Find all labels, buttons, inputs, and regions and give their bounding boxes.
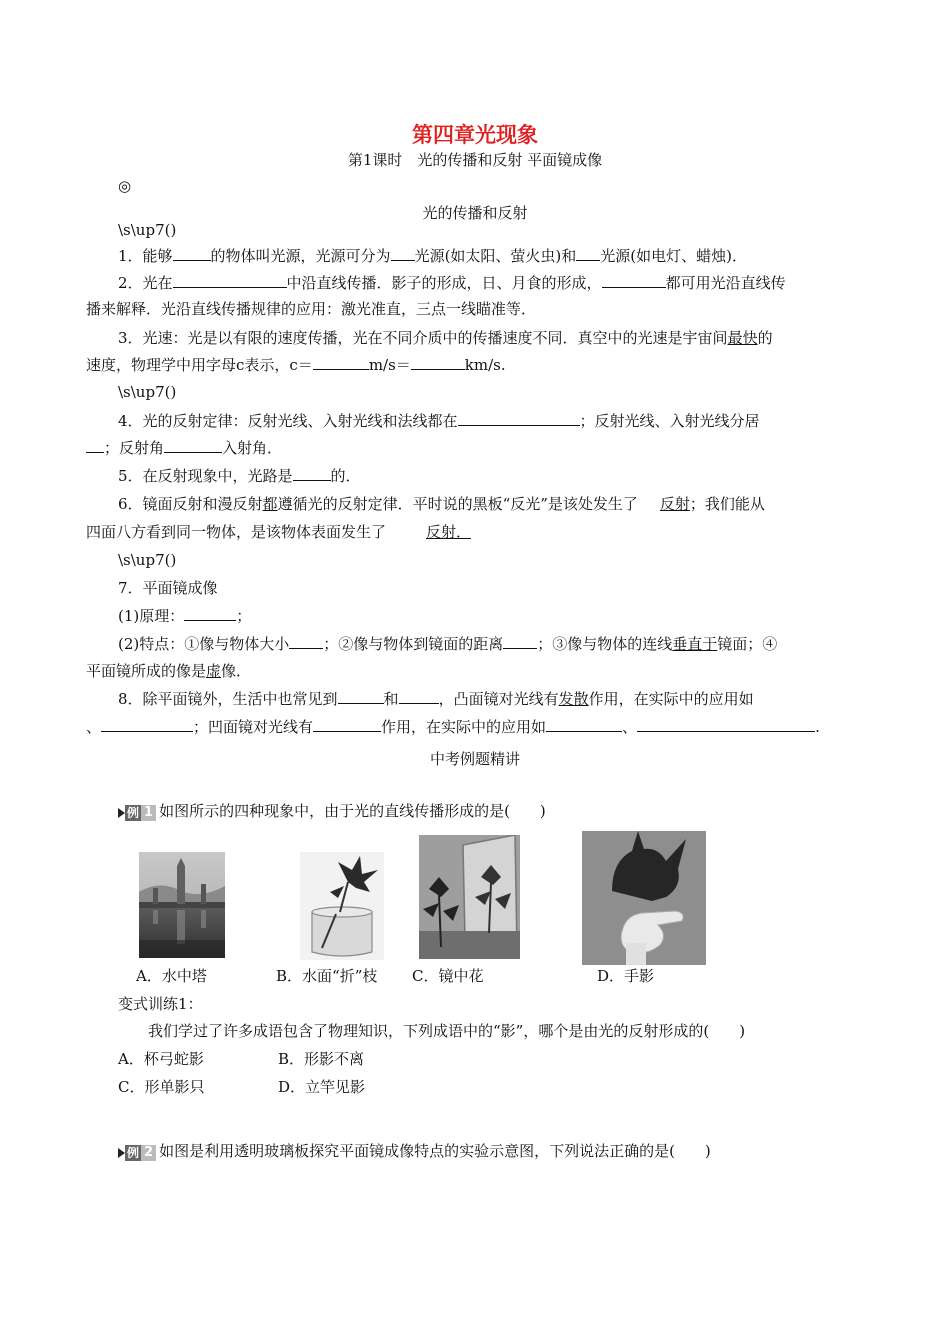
section-heading-exam: 中考例题精讲 bbox=[429, 750, 520, 768]
blank[interactable] bbox=[313, 717, 381, 732]
blank[interactable] bbox=[293, 466, 331, 481]
variant-option-d[interactable]: D．立竿见影 bbox=[278, 1078, 366, 1096]
item-6-line-1: 6．镜面反射和漫反射都遵循光的反射定律．平时说的黑板“反光”是该处发生了 反射；我们能从 bbox=[118, 495, 765, 513]
lesson-subtitle: 第1课时 光的传播和反射 平面镜成像 bbox=[347, 151, 603, 169]
triangle-icon bbox=[118, 808, 125, 818]
blank[interactable] bbox=[184, 606, 236, 621]
blank[interactable] bbox=[164, 438, 222, 453]
item-2-line-2: 播来解释．光沿直线传播规律的应用：激光准直，三点一线瞄准等． bbox=[86, 300, 537, 318]
item-7-features-line-2: 平面镜所成的像是虚像． bbox=[86, 662, 252, 680]
item-3-line-1: 3．光速：光是以有限的速度传播，光在不同介质中的传播速度不同．真空中的光速是宇宙间最快的 bbox=[118, 329, 773, 347]
item-2-line-1: 2．光在 中沿直线传播．影子的形成，日、月食的形成， 都可用光沿直线传 bbox=[118, 274, 786, 292]
blank[interactable] bbox=[637, 717, 815, 732]
item-7-features-line-1: (2)特点：①像与物体大小 ；②像与物体到镜面的距离 ；③像与物体的连线垂直于镜面；④ bbox=[118, 635, 778, 653]
option-b[interactable]: B．水面“折”枝 bbox=[276, 967, 378, 985]
item-3-line-2: 速度，物理学中用字母c表示，c＝ m/s＝ km/s. bbox=[86, 356, 506, 374]
variant-1-title: 变式训练1： bbox=[118, 995, 203, 1013]
blank[interactable] bbox=[86, 438, 104, 453]
item-1: 1．能够 的物体叫光源，光源可分为 光源(如太阳、萤火虫)和 光源(如电灯、蜡烛)． bbox=[118, 247, 747, 265]
blank[interactable] bbox=[101, 717, 193, 732]
item-5: 5．在反射现象中，光路是 的． bbox=[118, 467, 361, 485]
blank[interactable] bbox=[503, 634, 537, 649]
variant-option-c[interactable]: C．形单影只 bbox=[118, 1078, 205, 1096]
item-4-line-1: 4．光的反射定律：反射光线、入射光线和法线都在 ；反射光线、入射光线分居 bbox=[118, 412, 760, 430]
example-tag: 例 2 bbox=[118, 1142, 156, 1162]
variant-1-question: 我们学过了许多成语包含了物理知识，下列成语中的“影”，哪个是由光的反射形成的( ) bbox=[148, 1022, 746, 1040]
field-code: \s\up7() bbox=[118, 221, 177, 239]
photo-pagoda-reflection bbox=[139, 852, 225, 958]
blank[interactable] bbox=[458, 411, 580, 426]
variant-option-a[interactable]: A．杯弓蛇影 bbox=[118, 1050, 204, 1068]
blank[interactable] bbox=[546, 717, 622, 732]
bullseye-symbol: ◎ bbox=[118, 177, 132, 195]
blank[interactable] bbox=[399, 689, 439, 704]
blank[interactable] bbox=[391, 246, 415, 261]
photo-flower-mirror bbox=[419, 835, 520, 959]
blank[interactable] bbox=[338, 689, 384, 704]
example-tag: 例 1 bbox=[118, 802, 156, 822]
chapter-title: 第四章光现象 bbox=[412, 123, 538, 147]
option-d[interactable]: D．手影 bbox=[597, 967, 655, 985]
blank[interactable] bbox=[576, 246, 600, 261]
photo-hand-shadow bbox=[582, 831, 706, 965]
section-heading-propagation: 光的传播和反射 bbox=[422, 204, 528, 222]
blank[interactable] bbox=[173, 246, 211, 261]
blank[interactable] bbox=[289, 634, 323, 649]
blank[interactable] bbox=[313, 355, 369, 370]
photo-branch-in-water bbox=[300, 852, 384, 960]
item-8-line-1: 8．除平面镜外，生活中也常见到 和 ，凸面镜对光线有发散作用，在实际中的应用如 bbox=[118, 690, 754, 708]
item-7-principle: (1)原理： ； bbox=[118, 607, 252, 625]
option-c[interactable]: C．镜中花 bbox=[412, 967, 484, 985]
item-4-line-2: ；反射角 入射角． bbox=[86, 438, 282, 458]
field-code: \s\up7() bbox=[118, 383, 177, 401]
triangle-icon bbox=[118, 1148, 125, 1158]
item-7-title: 7．平面镜成像 bbox=[118, 579, 218, 597]
item-8-line-2: 、 ；凹面镜对光线有 作用，在实际中的应用如 、 . bbox=[86, 718, 820, 736]
item-6-line-2: 四面八方看到同一物体，是该物体表面发生了 反射． bbox=[86, 523, 472, 541]
blank[interactable] bbox=[411, 355, 465, 370]
example-2-question: 例 2 如图是利用透明玻璃板探究平面镜成像特点的实验示意图，下列说法正确的是( ) bbox=[118, 1141, 711, 1162]
field-code: \s\up7() bbox=[118, 551, 177, 569]
example-1-question: 例 1 如图所示的四种现象中，由于光的直线传播形成的是( ) bbox=[118, 801, 546, 822]
blank[interactable] bbox=[602, 273, 666, 288]
option-a[interactable]: A．水中塔 bbox=[136, 967, 207, 985]
blank[interactable] bbox=[173, 273, 287, 288]
variant-option-b[interactable]: B．形影不离 bbox=[278, 1050, 365, 1068]
